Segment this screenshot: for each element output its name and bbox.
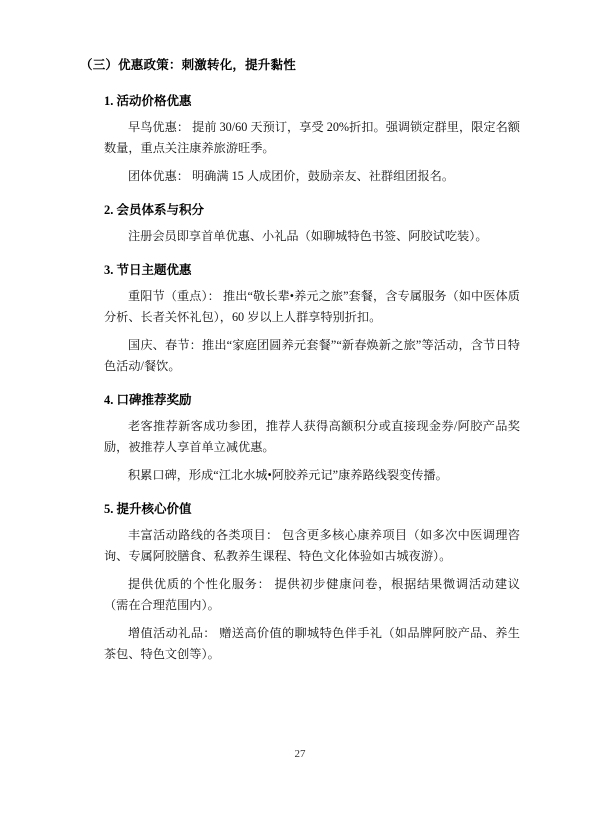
section-title: 2. 会员体系与积分 bbox=[104, 202, 205, 217]
section-paragraph: 增值活动礼品： 赠送高价值的聊城特色伴手礼（如品牌阿胶产品、养生茶包、特色文创等）。 bbox=[104, 625, 520, 661]
section-1 bbox=[80, 91, 520, 187]
page-number: 27 bbox=[294, 748, 306, 760]
section-title: 5. 提升核心价值 bbox=[104, 501, 192, 516]
section-paragraph: 老客推荐新客成功参团，推荐人获得高额积分或直接现金券/阿胶产品奖励，被推荐人享首单立减优惠。 bbox=[104, 418, 520, 454]
section-4 bbox=[80, 390, 520, 486]
section-title: 4. 口碑推荐奖励 bbox=[104, 392, 192, 407]
section-paragraph: 团体优惠： 明确满 15 人成团价，鼓励亲友、社群组团报名。 bbox=[128, 168, 455, 183]
section-paragraph: 提供优质的个性化服务： 提供初步健康问卷，根据结果微调活动建议（需在合理范围内）。 bbox=[104, 576, 520, 612]
section-3 bbox=[80, 260, 520, 377]
section-paragraph: 注册会员即享首单优惠、小礼品（如聊城特色书签、阿胶试吃装）。 bbox=[128, 228, 488, 243]
section-title: 3. 节日主题优惠 bbox=[104, 262, 192, 277]
section-title: 1. 活动价格优惠 bbox=[104, 93, 192, 108]
section-paragraph: 积累口碑，形成“江北水城•阿胶养元记”康养路线裂变传播。 bbox=[128, 467, 448, 482]
page-title: （三）优惠政策：刺激转化，提升黏性 bbox=[80, 58, 296, 72]
section-paragraph: 丰富活动路线的各类项目： 包含更多核心康养项目（如多次中医调理咨询、专属阿胶膳食、私教养生课程、特色文化体验如古城夜游）。 bbox=[104, 527, 520, 563]
section-2 bbox=[80, 200, 520, 247]
document-content bbox=[80, 56, 520, 677]
section-paragraph: 国庆、春节：推出“家庭团圆养元套餐”“新春焕新之旅”等活动，含节日特色活动/餐饮。 bbox=[104, 337, 520, 373]
section-paragraph: 重阳节（重点）： 推出“敬长辈•养元之旅”套餐，含专属服务（如中医体质分析、长者关怀礼包），60 岁以上人群享特别折扣。 bbox=[104, 288, 520, 324]
section-paragraph: 早鸟优惠： 提前 30/60 天预订，享受 20%折扣。强调锁定群里，限定名额数量，重点关注康养旅游旺季。 bbox=[104, 119, 520, 155]
section-5 bbox=[80, 499, 520, 665]
